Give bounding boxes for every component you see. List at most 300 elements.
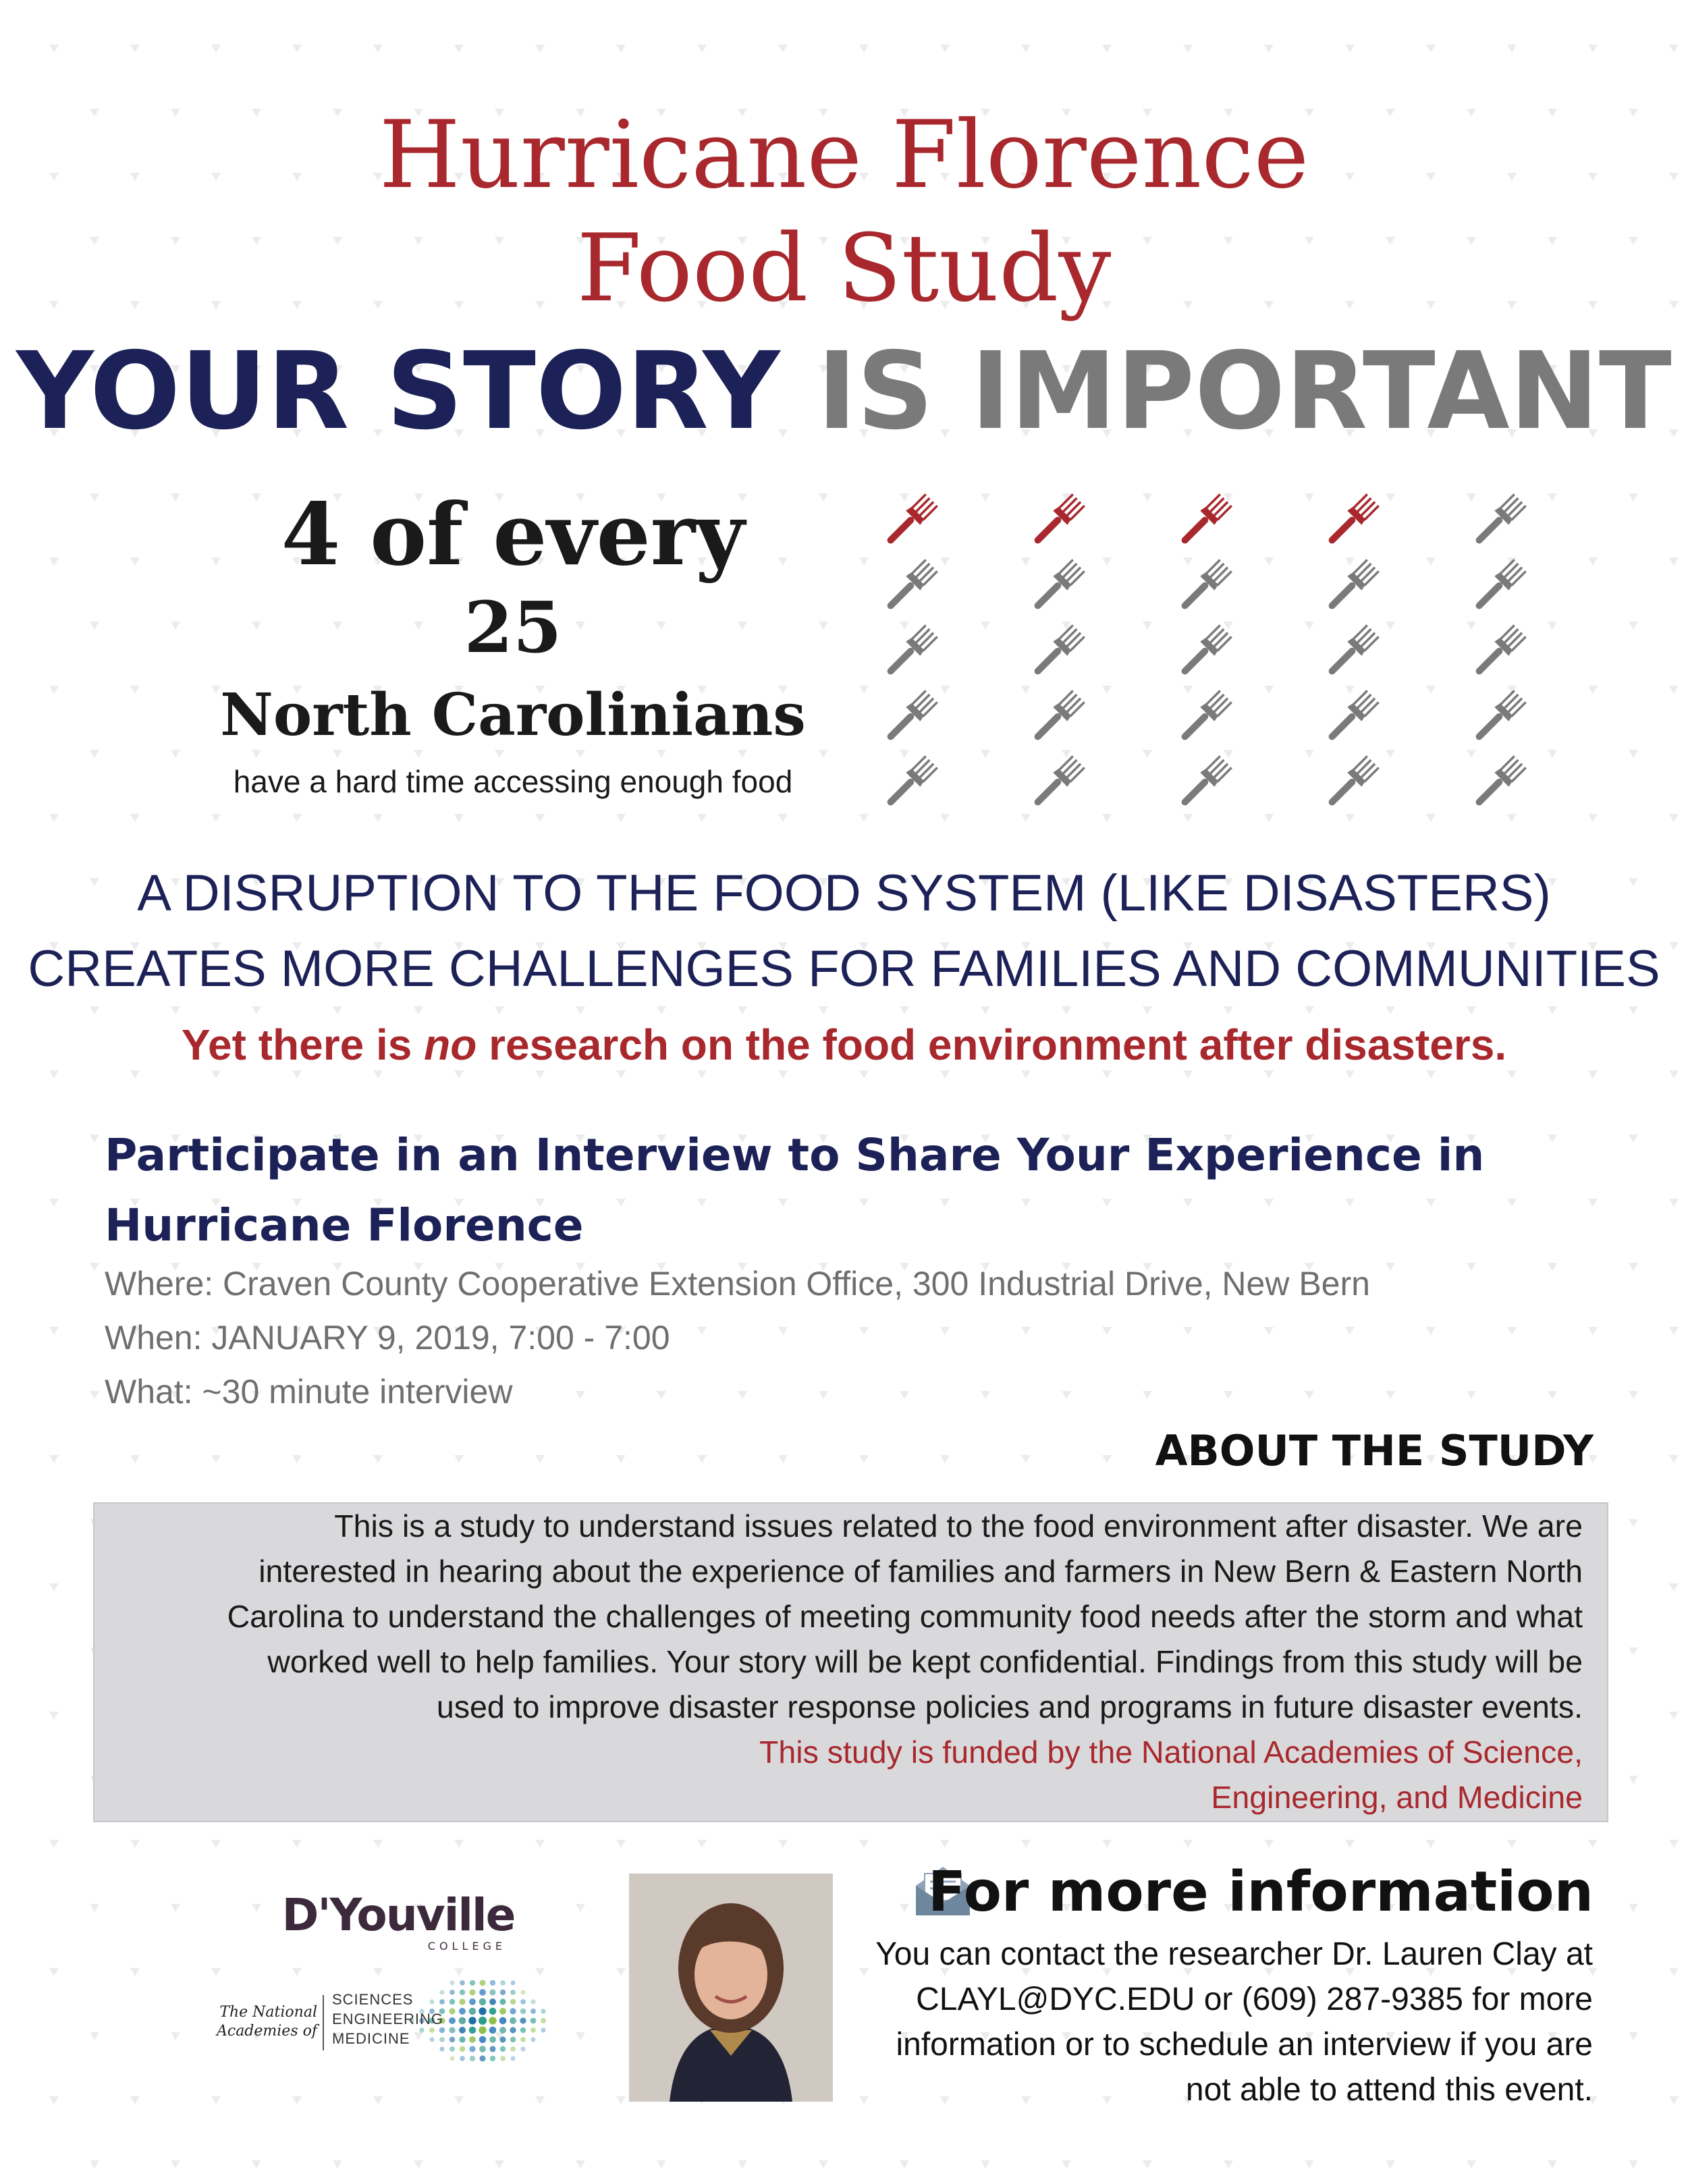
participate-line-2: Hurricane Florence: [105, 1199, 584, 1251]
nas-dot: [520, 2027, 526, 2033]
disruption-line-1: A DISRUPTION TO THE FOOD SYSTEM (LIKE DISASTERS): [137, 865, 1551, 922]
fork-icon: [1322, 558, 1380, 616]
pattern-mark: [292, 45, 302, 53]
pattern-mark: [738, 1006, 747, 1014]
pattern-mark: [171, 622, 180, 630]
pattern-mark: [1588, 1327, 1598, 1335]
nas-logo-left: [216, 2003, 317, 2041]
pattern-mark: [738, 2160, 747, 2168]
pattern-mark: [1305, 1006, 1314, 1014]
pattern-mark: [171, 750, 180, 758]
pattern-mark: [1588, 1199, 1598, 1207]
pattern-mark: [1669, 1199, 1679, 1207]
about-line: used to improve disaster response policies and programs in future disaster events.: [436, 1689, 1583, 1724]
nas-dot: [459, 2027, 466, 2033]
stat-description: have a hard time accessing enough food: [233, 764, 793, 799]
detail-what: What: ~30 minute interview: [105, 1373, 513, 1411]
pattern-mark: [1669, 686, 1679, 694]
pattern-mark: [616, 814, 626, 822]
fork-icon: [1322, 493, 1380, 550]
pattern-mark: [535, 2096, 545, 2104]
pattern-mark: [1021, 1840, 1031, 1848]
pattern-mark: [90, 2160, 99, 2168]
detail-when: When: JANUARY 9, 2019, 7:00 - 7:00: [105, 1319, 670, 1357]
nas-dot: [470, 2056, 475, 2061]
nas-right-line: SCIENCES: [332, 1991, 414, 2008]
nas-logo-right: [332, 1990, 454, 2048]
nas-dot: [511, 1981, 516, 1986]
pattern-mark: [90, 1391, 99, 1399]
pattern-mark: [1062, 1006, 1071, 1014]
pattern-mark: [1183, 1840, 1193, 1848]
pattern-mark: [1629, 1263, 1638, 1271]
nas-dot: [520, 1999, 526, 2004]
pattern-mark: [495, 750, 504, 758]
nas-dot: [469, 1998, 476, 2005]
nas-dot: [479, 2036, 487, 2044]
research-post: research on the food environment after disasters.: [477, 1020, 1507, 1069]
fork-icon: [1175, 689, 1232, 746]
pattern-mark: [373, 814, 383, 822]
pattern-mark: [49, 1199, 59, 1207]
nas-dot: [489, 2036, 496, 2043]
nas-right-line: MEDICINE: [332, 2030, 410, 2047]
stat-population: North Carolinians: [220, 681, 806, 749]
nas-dot: [520, 1990, 525, 1994]
nas-dot: [530, 2009, 536, 2014]
pattern-mark: [1669, 1327, 1679, 1335]
pattern-mark: [49, 557, 59, 566]
pattern-mark: [49, 1583, 59, 1591]
fork-icon: [1469, 558, 1527, 616]
pattern-mark: [373, 1968, 383, 1976]
research-pre: Yet there is: [181, 1020, 425, 1069]
pattern-mark: [1669, 2096, 1679, 2104]
pattern-mark: [1507, 1840, 1517, 1848]
pattern-mark: [1669, 557, 1679, 566]
fork-icon-grid: [871, 486, 1600, 823]
fork-icon: [1469, 493, 1527, 550]
pattern-mark: [1629, 2032, 1638, 2040]
pattern-mark: [130, 557, 140, 566]
pattern-mark: [454, 1455, 464, 1463]
pattern-mark: [778, 1840, 788, 1848]
nas-dot: [490, 1980, 495, 1986]
fork-icon: [1322, 755, 1380, 812]
title-line-2: Food Study: [576, 214, 1112, 323]
pattern-mark: [657, 2160, 666, 2168]
nas-dot: [460, 1980, 465, 1986]
pattern-mark: [940, 45, 950, 53]
contact-line: CLAYL@DYC.EDU or (609) 287-9385 for more: [916, 1982, 1593, 2017]
nas-dot: [459, 2017, 466, 2025]
contact-line: not able to attend this event.: [1185, 2072, 1593, 2108]
pattern-mark: [1548, 1006, 1557, 1014]
fork-icon: [881, 689, 938, 746]
pattern-mark: [616, 1840, 626, 1848]
nas-dot: [500, 1980, 506, 1986]
pattern-mark: [657, 750, 666, 758]
pattern-mark: [900, 2160, 909, 2168]
pattern-mark: [859, 1455, 869, 1463]
nas-dot: [469, 2046, 475, 2052]
pattern-mark: [1669, 1840, 1679, 1848]
pattern-mark: [1548, 2160, 1557, 2168]
nas-dot: [489, 2008, 497, 2015]
pattern-mark: [90, 750, 99, 758]
pattern-mark: [373, 2096, 383, 2104]
pattern-mark: [49, 45, 59, 53]
fork-icon: [1322, 689, 1380, 746]
pattern-mark: [252, 1904, 261, 1912]
nas-dot: [489, 2046, 495, 2052]
pattern-mark: [211, 1968, 221, 1976]
headline-is-important: IS IMPORTANT: [817, 329, 1672, 454]
pattern-mark: [981, 2160, 990, 2168]
pattern-mark: [1143, 2160, 1152, 2168]
pattern-mark: [454, 814, 464, 822]
stat-total: 25: [464, 586, 562, 669]
pattern-mark: [1467, 1006, 1476, 1014]
pattern-mark: [1629, 493, 1638, 501]
pattern-mark: [778, 814, 788, 822]
pattern-mark: [859, 45, 869, 53]
pattern-mark: [211, 45, 221, 53]
pattern-mark: [414, 1006, 423, 1014]
nas-dot: [500, 2046, 506, 2052]
pattern-mark: [1345, 1840, 1355, 1848]
pattern-mark: [778, 1455, 788, 1463]
nas-dot: [530, 2018, 537, 2024]
nas-dot: [530, 2027, 536, 2033]
pattern-mark: [1102, 1455, 1112, 1463]
stat-fraction: 4 of every: [281, 485, 745, 584]
fork-icon: [1469, 624, 1527, 681]
pattern-mark: [1588, 45, 1598, 53]
fork-icon: [1175, 493, 1232, 550]
headline: [0, 331, 1688, 452]
nas-dot: [499, 2036, 506, 2042]
pattern-mark: [1143, 1006, 1152, 1014]
portrait-illustration: [629, 1874, 833, 2102]
nas-dot: [459, 1998, 465, 2004]
fork-icon: [1028, 689, 1085, 746]
nas-dot: [510, 1999, 516, 2005]
pattern-mark: [454, 1968, 464, 1976]
pattern-mark: [130, 1455, 140, 1463]
fork-icon: [1175, 624, 1232, 681]
pattern-mark: [1264, 1840, 1274, 1848]
pattern-mark: [1386, 1006, 1395, 1014]
pattern-mark: [130, 2096, 140, 2104]
fork-icon: [1469, 755, 1527, 812]
pattern-mark: [1669, 1968, 1679, 1976]
pattern-mark: [49, 1840, 59, 1848]
nas-dot: [499, 2008, 506, 2015]
pattern-mark: [576, 1006, 585, 1014]
pattern-mark: [1507, 45, 1517, 53]
pattern-mark: [697, 45, 707, 53]
nas-dot: [520, 2017, 526, 2023]
pattern-mark: [1183, 45, 1193, 53]
pattern-mark: [49, 2096, 59, 2104]
title-line-1: Hurricane Florence: [379, 101, 1309, 209]
pattern-mark: [495, 1006, 504, 1014]
pattern-mark: [171, 493, 180, 501]
pattern-mark: [859, 557, 869, 566]
nas-dot: [460, 2056, 465, 2061]
pattern-mark: [414, 2160, 423, 2168]
fork-icon: [1175, 755, 1232, 812]
pattern-mark: [900, 1904, 909, 1912]
pattern-mark: [454, 2096, 464, 2104]
pattern-mark: [1426, 45, 1436, 53]
pattern-mark: [535, 1840, 545, 1848]
about-line: This is a study to understand issues related to the food environment after disaster. We are: [334, 1508, 1583, 1544]
pattern-mark: [211, 2096, 221, 2104]
research-statement: [0, 1018, 1688, 1072]
pattern-mark: [576, 2160, 585, 2168]
fork-icon: [881, 558, 938, 616]
pattern-mark: [1102, 1840, 1112, 1848]
pattern-mark: [819, 1006, 828, 1014]
pattern-mark: [697, 1840, 707, 1848]
pattern-mark: [1467, 2160, 1476, 2168]
pattern-mark: [1629, 1519, 1638, 1527]
nas-dot: [480, 1980, 486, 1986]
more-info-heading: For more information: [927, 1860, 1594, 1924]
pattern-mark: [333, 1006, 342, 1014]
pattern-mark: [1224, 1006, 1233, 1014]
nas-dot: [510, 2046, 516, 2052]
pattern-mark: [616, 45, 626, 53]
nas-dot: [541, 2009, 545, 2013]
pattern-mark: [697, 1455, 707, 1463]
pattern-mark: [292, 2096, 302, 2104]
nas-dot: [520, 2009, 526, 2015]
pattern-mark: [130, 814, 140, 822]
pattern-mark: [1102, 45, 1112, 53]
pattern-mark: [292, 814, 302, 822]
pattern-mark: [49, 814, 59, 822]
pattern-mark: [90, 2032, 99, 2040]
nas-dot: [520, 2037, 526, 2042]
pattern-mark: [1062, 2160, 1071, 2168]
pattern-mark: [1669, 1455, 1679, 1463]
pattern-mark: [495, 2160, 504, 2168]
nas-dot: [510, 2017, 516, 2024]
nas-dot: [479, 2026, 486, 2033]
pattern-mark: [171, 1904, 180, 1912]
fork-icon: [1175, 558, 1232, 616]
pattern-mark: [90, 1263, 99, 1271]
pattern-mark: [252, 750, 261, 758]
disruption-statement: [0, 856, 1688, 1007]
nas-dot: [530, 2037, 535, 2042]
pattern-mark: [900, 1006, 909, 1014]
pattern-mark: [49, 1712, 59, 1720]
nas-dot: [510, 2037, 516, 2043]
nas-right-line: ENGINEERING: [332, 2011, 444, 2027]
about-line: Carolina to understand the challenges of meeting community food needs after the storm and what: [227, 1599, 1583, 1634]
pattern-mark: [373, 1840, 383, 1848]
nas-dot: [468, 2017, 476, 2024]
nas-dot: [499, 2017, 507, 2025]
nas-dot: [490, 2056, 495, 2061]
participate-line-1: Participate in an Interview to Share Your Experience in: [105, 1129, 1485, 1181]
pattern-mark: [292, 1455, 302, 1463]
nas-dot: [469, 2036, 476, 2043]
pattern-mark: [1629, 2160, 1638, 2168]
nas-dot: [499, 2027, 506, 2033]
pattern-mark: [738, 750, 747, 758]
pattern-mark: [859, 814, 869, 822]
fork-icon: [1028, 624, 1085, 681]
nas-dot: [479, 1998, 487, 2006]
nas-dot: [459, 2008, 466, 2015]
funding-line: This study is funded by the National Academies of Science,: [759, 1735, 1583, 1770]
nas-dot: [480, 2056, 486, 2062]
pattern-mark: [171, 2032, 180, 2040]
nas-dot: [460, 1990, 465, 1995]
pattern-mark: [1021, 1455, 1031, 1463]
pattern-mark: [940, 1840, 950, 1848]
nas-dot: [479, 2007, 486, 2015]
pattern-mark: [292, 1968, 302, 1976]
nas-dot: [469, 2008, 477, 2015]
pattern-mark: [454, 1840, 464, 1848]
pattern-mark: [333, 750, 342, 758]
pattern-mark: [697, 814, 707, 822]
pattern-mark: [1021, 45, 1031, 53]
dyouville-logo: D'Youville: [281, 1889, 515, 1941]
pattern-mark: [940, 1455, 950, 1463]
nas-dot: [459, 2036, 465, 2042]
pattern-mark: [90, 1006, 99, 1014]
dyouville-logo-sub: COLLEGE: [427, 1940, 506, 1953]
fork-icon: [1028, 493, 1085, 550]
pattern-mark: [454, 45, 464, 53]
nas-dot: [541, 2018, 546, 2023]
pattern-mark: [130, 686, 140, 694]
pattern-mark: [616, 1455, 626, 1463]
nas-dot: [450, 2056, 455, 2061]
pattern-mark: [171, 2160, 180, 2168]
nas-dot: [469, 2027, 477, 2034]
pattern-mark: [819, 2160, 828, 2168]
pattern-mark: [1426, 1840, 1436, 1848]
pattern-mark: [1588, 1840, 1598, 1848]
pattern-mark: [49, 1455, 59, 1463]
pattern-mark: [1629, 1006, 1638, 1014]
pattern-mark: [616, 2096, 626, 2104]
nas-dot: [541, 2027, 545, 2032]
contact-line: You can contact the researcher Dr. Lauren Clay at: [875, 1936, 1593, 1972]
about-text: [101, 1504, 1583, 1820]
nas-dot: [520, 2046, 525, 2051]
pattern-mark: [859, 686, 869, 694]
pattern-mark: [252, 1006, 261, 1014]
pattern-mark: [211, 1455, 221, 1463]
funding-line: Engineering, and Medicine: [1211, 1780, 1583, 1815]
pattern-mark: [1629, 1391, 1638, 1399]
fork-icon: [881, 755, 938, 812]
pattern-mark: [1629, 622, 1638, 630]
pattern-mark: [90, 1904, 99, 1912]
contact-text: [837, 1932, 1593, 2112]
disruption-line-2: CREATES MORE CHALLENGES FOR FAMILIES AND COMMUNITIES: [28, 940, 1660, 998]
pattern-mark: [90, 493, 99, 501]
pattern-mark: [1669, 1583, 1679, 1591]
pattern-mark: [1345, 45, 1355, 53]
pattern-mark: [535, 1455, 545, 1463]
pattern-mark: [778, 45, 788, 53]
nas-left-line: Academies of: [216, 2023, 317, 2040]
pattern-mark: [819, 750, 828, 758]
pattern-mark: [576, 2032, 585, 2040]
pattern-mark: [981, 1006, 990, 1014]
nas-dot: [469, 1989, 475, 1995]
pattern-mark: [657, 1006, 666, 1014]
about-line: worked well to help families. Your story will be kept confidential. Findings from this study will be: [267, 1644, 1583, 1679]
pattern-mark: [333, 2160, 342, 2168]
pattern-mark: [616, 1968, 626, 1976]
fork-icon: [881, 493, 938, 550]
pattern-mark: [1629, 1647, 1638, 1656]
fork-icon: [1028, 558, 1085, 616]
nas-left-line: The National: [219, 2004, 317, 2021]
about-heading: ABOUT THE STUDY: [1155, 1426, 1594, 1475]
nas-dot: [470, 1980, 475, 1986]
nas-dot: [489, 2027, 497, 2034]
pattern-mark: [1264, 45, 1274, 53]
nas-dot: [530, 1999, 535, 2004]
pattern-mark: [1386, 2160, 1395, 2168]
nas-dot: [500, 2056, 506, 2061]
pattern-mark: [576, 750, 585, 758]
pattern-mark: [1224, 2160, 1233, 2168]
pattern-mark: [1669, 814, 1679, 822]
pattern-mark: [535, 45, 545, 53]
nas-dot: [510, 1990, 516, 1995]
nas-dot: [450, 1981, 455, 1986]
nas-dot: [511, 2056, 516, 2061]
pattern-mark: [859, 1840, 869, 1848]
pattern-mark: [130, 1968, 140, 1976]
pattern-mark: [171, 1006, 180, 1014]
nas-dot: [460, 2046, 465, 2052]
pattern-mark: [414, 750, 423, 758]
pattern-mark: [211, 814, 221, 822]
detail-where: Where: Craven County Cooperative Extension Office, 300 Industrial Drive, New Bern: [105, 1265, 1370, 1303]
nas-logo-divider: [323, 1995, 324, 2050]
fork-icon: [1028, 755, 1085, 812]
nas-dot: [489, 1989, 495, 1995]
nas-dot: [479, 1989, 486, 1996]
pattern-mark: [1629, 1135, 1638, 1143]
nas-dot: [489, 1998, 496, 2005]
contact-line: information or to schedule an interview if you are: [896, 2027, 1593, 2063]
pattern-mark: [1669, 45, 1679, 53]
pattern-mark: [576, 1904, 585, 1912]
pattern-mark: [49, 1327, 59, 1335]
pattern-mark: [292, 1840, 302, 1848]
pattern-mark: [535, 814, 545, 822]
pattern-mark: [211, 1840, 221, 1848]
pattern-mark: [252, 2160, 261, 2168]
pattern-mark: [1669, 1712, 1679, 1720]
research-emphasis: no: [424, 1020, 477, 1069]
